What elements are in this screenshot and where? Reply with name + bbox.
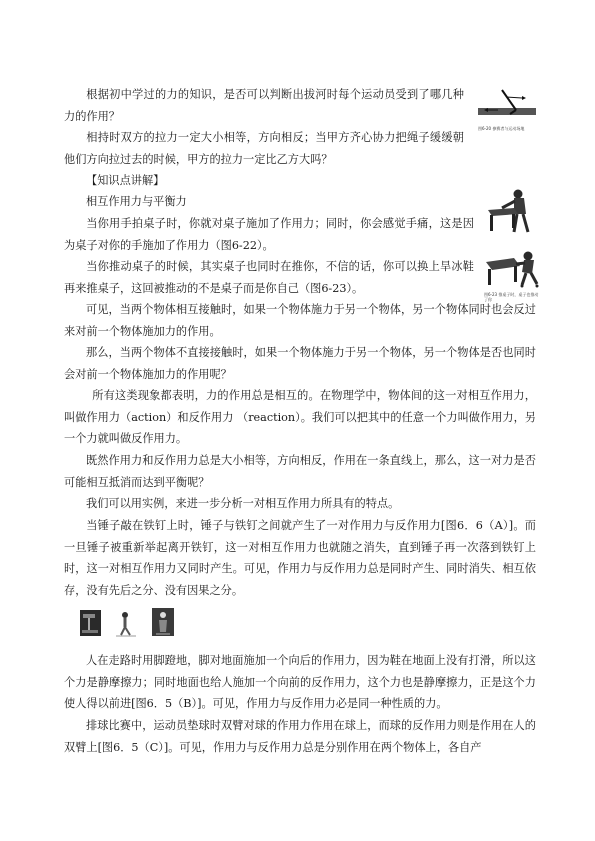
paragraph-tug-force: 相持时双方的拉力一定大小相等，方向相反；当甲方齐心协力把绳子缓缓朝他们方向拉过去的时候，甲方的拉力一定比乙方大吗？ <box>64 131 464 166</box>
tug-illustration-icon <box>478 88 536 122</box>
figure-thumbnails <box>80 608 180 638</box>
paragraph-tug-question: 根据初中学过的力的知识，是否可以判断出拔河时每个运动员受到了哪几种力的作用？ <box>64 88 464 123</box>
paragraph-contact: 可见，当两个物体相互接触时，如果一个物体施力于另一个物体，另一个物体同时也会反过来对前一个物体施加力的作用。 <box>64 303 536 338</box>
paragraph-balance-question: 既然作用力和反作用力总是大小相等，方向相反，作用在一条直线上，那么，这一对力是否可能相互抵消而达到平衡呢？ <box>64 454 536 489</box>
topic-title: 相互作用力与平衡力 <box>86 195 187 208</box>
slap-table-icon <box>484 188 536 236</box>
section-heading: 【知识点讲解】 <box>86 174 165 187</box>
push-table-icon <box>484 248 540 288</box>
walking-person-icon <box>116 612 136 636</box>
hammer-photo-icon <box>80 610 101 636</box>
paragraph-hammer: 当锤子敲在铁钉上时，锤子与铁钉之间就产生了一对作用力与反作用力[图6．6（A）]。而一旦锤子被重新举起离开铁钉，这一对相互作用力也就随之消失，直到锤子再一次落到铁钉上时，这一对相互作用力又同时产生。可见，作用力与反作用力总是同时产生、同时消失、相互依存，没有先后之分、没有因果之分。 <box>64 519 536 597</box>
paragraph-examples: 我们可以用实例，来进一步分析一对相互作用力所具有的特点。 <box>86 497 400 510</box>
volleyball-photo-icon <box>152 608 174 636</box>
tug-caption: 图6-20 参赛者与运动场地 <box>478 126 525 131</box>
figure-row <box>80 608 180 638</box>
paragraph-no-contact: 那么，当两个物体不直接接触时，如果一个物体施力于另一个物体，另一个物体是否也同时会对前一个物体施加力的作用呢？ <box>64 346 536 381</box>
figure-push-table <box>484 248 540 304</box>
paragraph-push-table: 当你推动桌子的时候，其实桌子也同时在推你，不信的话，你可以换上旱冰鞋再来推桌子，这回被推动的不是桌子而是你自己（图6-23）。 <box>64 260 474 295</box>
paragraph-walking: 人在走路时用脚蹬地，脚对地面施加一个向后的作用力，因为鞋在地面上没有打滑，所以这个力是静摩擦力；同时地面也给人施加一个向前的反作用力，这个力也是静摩擦力，正是这个力使人得以前进[图6．5（B）]。可见，作用力与反作用力必是同一种性质的力。 <box>64 654 536 710</box>
figure-tug-of-war <box>478 88 536 134</box>
paragraph-action-reaction: 所有这类现象都表明，力的作用总是相互的。在物理学中，物体间的这一对相互作用力，叫做作用力（action）和反作用力 （reaction）。我们可以把其中的任意一个力叫做作用力，另一个力就叫做反作用力。 <box>64 389 536 445</box>
push-caption: 图6-23 推桌子时，桌子也推动了你 <box>484 292 539 302</box>
paragraph-slap-table: 当你用手拍桌子时，你就对桌子施加了作用力；同时，你会感觉手痛，这是因为桌子对你的手施加了作用力（图6-22）。 <box>64 217 474 252</box>
paragraph-volleyball: 排球比赛中，运动员垫球时双臂对球的作用力作用在球上，而球的反作用力则是作用在人的双臂上[图6．5（C）]。可见，作用力与反作用力总是分别作用在两个物体上，各自产 <box>64 719 536 754</box>
figure-slap-table <box>484 188 536 236</box>
